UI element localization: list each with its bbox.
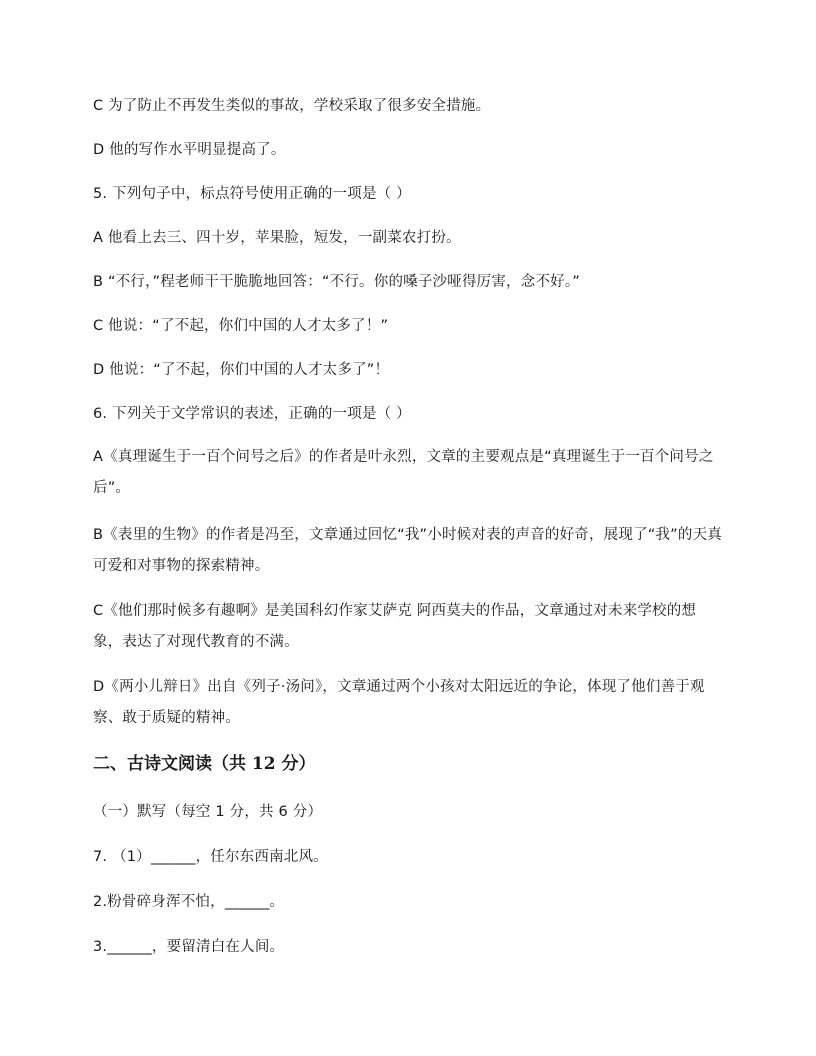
- question-5: 5. 下列句子中，标点符号使用正确的一项是（ ）: [93, 186, 411, 202]
- section-heading: 二、古诗文阅读（共 12 分）: [93, 754, 316, 774]
- sub-heading: （一）默写（每空 1 分，共 6 分）: [93, 804, 323, 820]
- option-c-q4: C 为了防止不再发生类似的事故，学校采取了很多安全措施。: [93, 98, 491, 114]
- question-7-item-2: 2.粉骨碎身浑不怕，______。: [93, 894, 285, 910]
- option-b-q6: B《表里的生物》的作者是冯至，文章通过回忆“我”小时候对表的声音的好奇，展现了“我”的天真可爱和对事物的探索精神。: [93, 527, 722, 574]
- option-d-q4: D 他的写作水平明显提高了。: [93, 142, 286, 158]
- question-7-item-1: 7. （1）______，任尔东西南北风。: [93, 849, 328, 865]
- option-d-q6: D《两小儿辩日》出自《列子·汤问》，文章通过两个小孩对太阳远近的争论，体现了他们善于观察、敢于质疑的精神。: [93, 679, 705, 726]
- option-b-q5: B “不行，”程老师干干脆脆地回答：“不行。你的嗓子沙哑得厉害，念不好。”: [93, 274, 581, 290]
- question-7-item-3: 3.______，要留清白在人间。: [93, 939, 285, 955]
- option-a-q5: A 他看上去三、四十岁，苹果脸，短发，一副菜农打扮。: [93, 230, 461, 246]
- option-c-q5: C 他说：“了不起，你们中国的人才太多了！”: [93, 318, 389, 334]
- option-d-q5: D 他说：“了不起，你们中国的人才太多了”！: [93, 362, 390, 378]
- question-6: 6. 下列关于文学常识的表述，正确的一项是（ ）: [93, 406, 411, 422]
- option-c-q6: C《他们那时候多有趣啊》是美国科幻作家艾萨克 阿西莫夫的作品，文章通过对未来学校的想象，表达了对现代教育的不满。: [93, 603, 697, 650]
- option-a-q6: A《真理诞生于一百个问号之后》的作者是叶永烈，文章的主要观点是“真理诞生于一百个问号之后”。: [93, 449, 714, 496]
